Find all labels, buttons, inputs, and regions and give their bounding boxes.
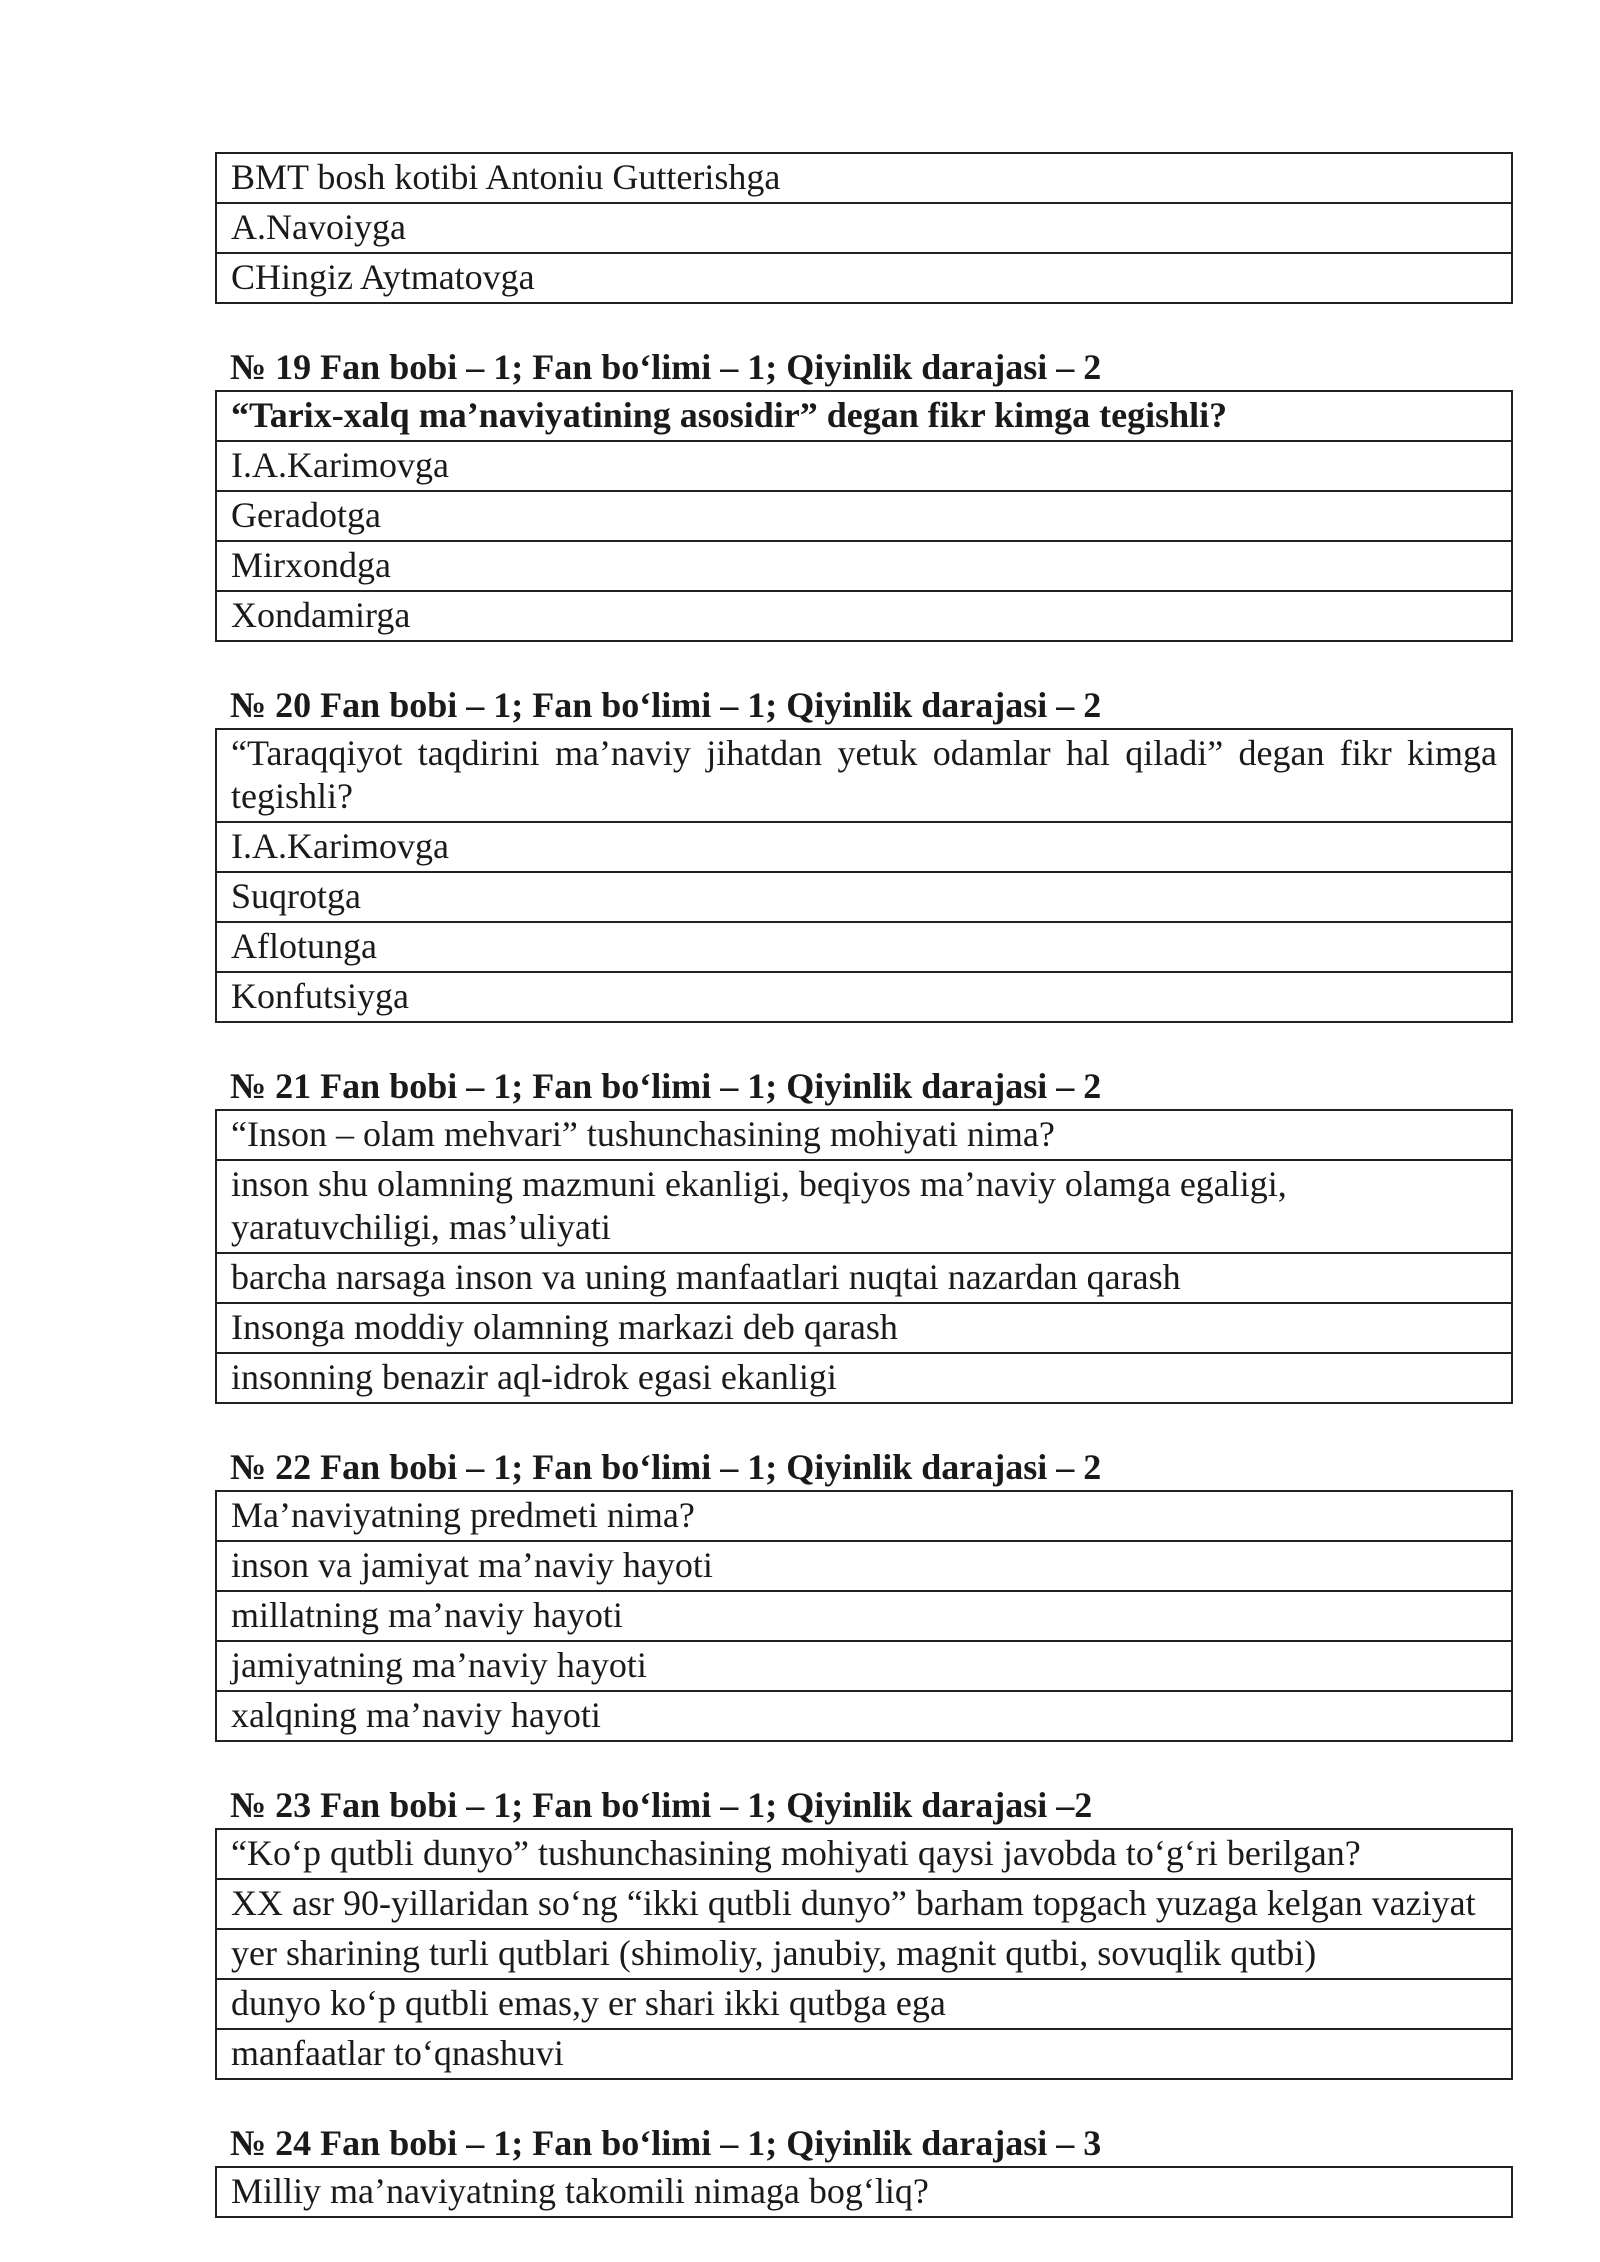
question-table bbox=[215, 728, 1513, 1023]
answer-option: I.A.Karimovga bbox=[217, 821, 1511, 871]
answer-option: insonning benazir aql-idrok egasi ekanligi bbox=[217, 1352, 1511, 1402]
question-text: “Ko‘p qutbli dunyo” tushunchasining mohiyati qaysi javobda to‘g‘ri berilgan? bbox=[231, 1833, 1361, 1873]
question-header: № 20 Fan bobi – 1; Fan bo‘limi – 1; Qiyinlik darajasi – 2 bbox=[230, 685, 1102, 725]
answer-option: Insonga moddiy olamning markazi deb qarash bbox=[217, 1302, 1511, 1352]
answer-option: Mirxondga bbox=[217, 540, 1511, 590]
question-text: “Inson – olam mehvari” tushunchasining mohiyati nima? bbox=[231, 1114, 1055, 1154]
question-block-23 bbox=[215, 1784, 1513, 2080]
answer-option: BMT bosh kotibi Antoniu Gutterishga bbox=[231, 157, 781, 197]
answer-option: manfaatlar to‘qnashuvi bbox=[217, 2028, 1511, 2078]
question-block-21 bbox=[215, 1065, 1513, 1404]
answer-option: Aflotunga bbox=[217, 921, 1511, 971]
answer-table bbox=[215, 152, 1513, 304]
question-header: № 23 Fan bobi – 1; Fan bo‘limi – 1; Qiyinlik darajasi –2 bbox=[230, 1785, 1093, 1825]
answer-option: dunyo ko‘p qutbli emas,y er shari ikki qutbga ega bbox=[217, 1978, 1511, 2028]
question-block-19 bbox=[215, 346, 1513, 642]
question-text: Ma’naviyatning predmeti nima? bbox=[231, 1495, 695, 1535]
question-block-18-continued bbox=[215, 152, 1513, 304]
answer-option: I.A.Karimovga bbox=[217, 440, 1511, 490]
question-block-24 bbox=[215, 2122, 1513, 2218]
question-header: № 19 Fan bobi – 1; Fan bo‘limi – 1; Qiyinlik darajasi – 2 bbox=[230, 347, 1102, 387]
answer-option: yer sharining turli qutblari (shimoliy, janubiy, magnit qutbi, sovuqlik qutbi) bbox=[217, 1928, 1511, 1978]
document-page bbox=[215, 152, 1513, 2218]
question-header: № 24 Fan bobi – 1; Fan bo‘limi – 1; Qiyinlik darajasi – 3 bbox=[230, 2123, 1102, 2163]
answer-option: Geradotga bbox=[217, 490, 1511, 540]
question-text: “Taraqqiyot taqdirini ma’naviy jihatdan yetuk odamlar hal qiladi” degan fikr kimga tegishli? bbox=[231, 733, 1497, 816]
answer-option: inson shu olamning mazmuni ekanligi, beqiyos ma’naviy olamga egaligi, yaratuvchiligi, mas’uliyati bbox=[217, 1159, 1511, 1252]
answer-option: millatning ma’naviy hayoti bbox=[217, 1590, 1511, 1640]
question-table bbox=[215, 1490, 1513, 1742]
answer-option: barcha narsaga inson va uning manfaatlari nuqtai nazardan qarash bbox=[217, 1252, 1511, 1302]
answer-option: Konfutsiyga bbox=[217, 971, 1511, 1021]
question-table bbox=[215, 390, 1513, 642]
answer-option: A.Navoiyga bbox=[217, 202, 1511, 252]
question-table bbox=[215, 1109, 1513, 1404]
question-header: № 22 Fan bobi – 1; Fan bo‘limi – 1; Qiyinlik darajasi – 2 bbox=[230, 1447, 1102, 1487]
question-block-22 bbox=[215, 1446, 1513, 1742]
answer-option: XX asr 90-yillaridan so‘ng “ikki qutbli dunyo” barham topgach yuzaga kelgan vaziyat bbox=[217, 1878, 1511, 1928]
answer-option: inson va jamiyat ma’naviy hayoti bbox=[217, 1540, 1511, 1590]
question-block-20 bbox=[215, 684, 1513, 1023]
answer-option: xalqning ma’naviy hayoti bbox=[217, 1690, 1511, 1740]
answer-option: CHingiz Aytmatovga bbox=[217, 252, 1511, 302]
question-table bbox=[215, 2166, 1513, 2218]
answer-option: Suqrotga bbox=[217, 871, 1511, 921]
question-header: № 21 Fan bobi – 1; Fan bo‘limi – 1; Qiyinlik darajasi – 2 bbox=[230, 1066, 1102, 1106]
answer-option: jamiyatning ma’naviy hayoti bbox=[217, 1640, 1511, 1690]
question-text: “Tarix-xalq ma’naviyatining asosidir” degan fikr kimga tegishli? bbox=[231, 395, 1228, 435]
answer-option: Xondamirga bbox=[217, 590, 1511, 640]
question-text: Milliy ma’naviyatning takomili nimaga bog‘liq? bbox=[231, 2171, 929, 2211]
question-table bbox=[215, 1828, 1513, 2080]
